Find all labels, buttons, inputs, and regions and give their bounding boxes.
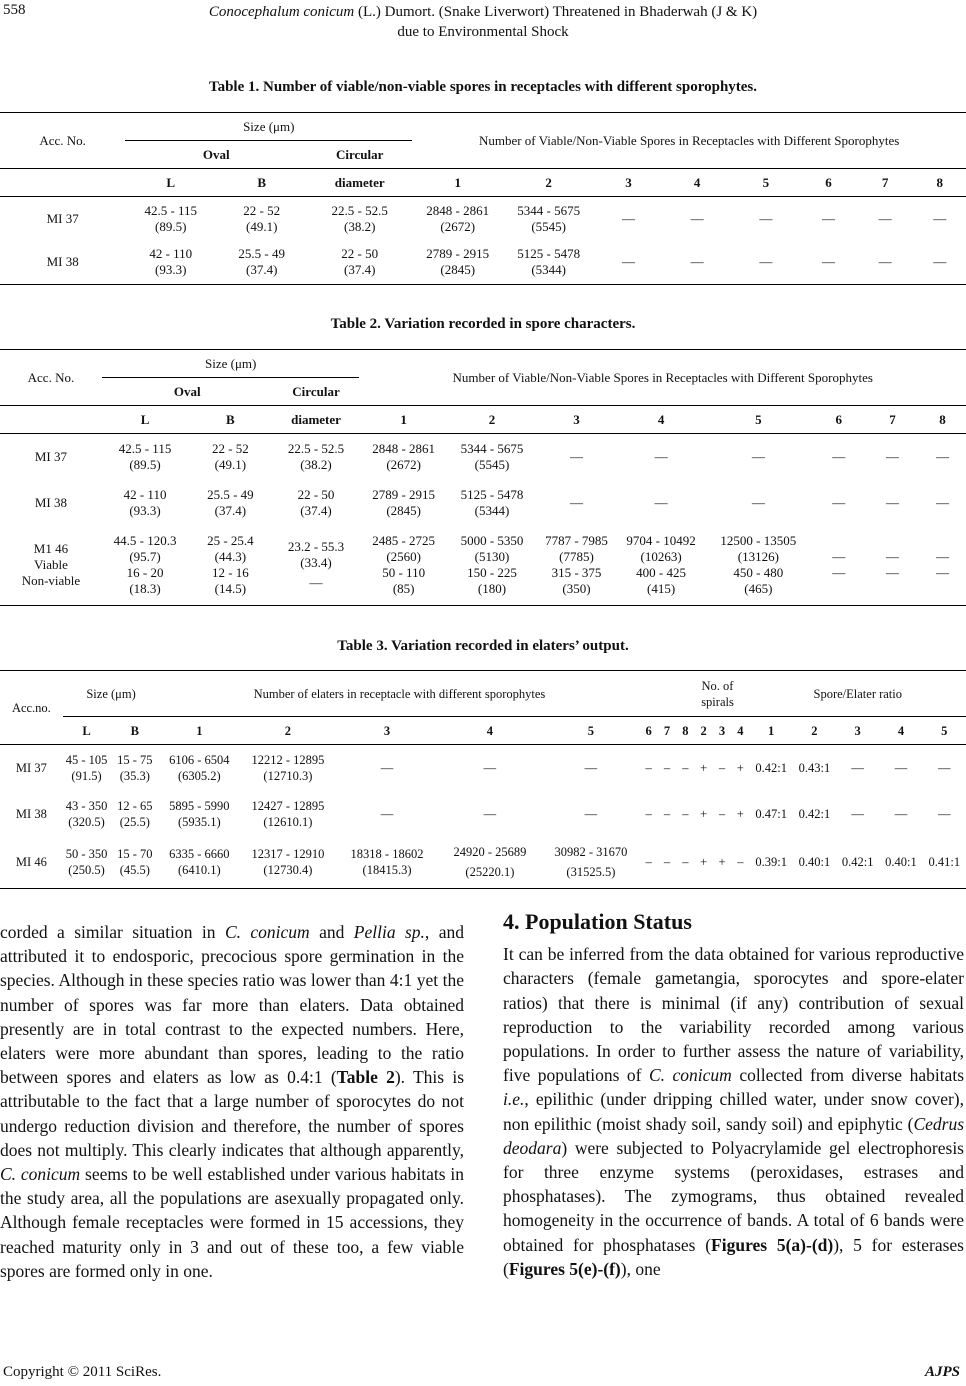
cell: — xyxy=(832,448,846,464)
cell: 2789 - 2915 (2845) xyxy=(372,486,436,518)
cell: 25.5 - 49 (37.4) xyxy=(207,486,254,518)
sporophyte-header: 3 xyxy=(573,411,580,427)
copyright-notice: Copyright © 2011 SciRes. xyxy=(3,1364,162,1380)
sporophyte-header: 5 xyxy=(755,411,762,427)
cell: – xyxy=(737,855,744,870)
cell: – xyxy=(682,806,689,821)
cell: 0.40:1 xyxy=(885,855,917,870)
elater-col-header: 5 xyxy=(587,723,595,738)
cell: 25.5 - 49 (37.4) xyxy=(238,246,285,278)
table1 xyxy=(0,112,966,285)
acc-no-header: Acc. No. xyxy=(39,132,86,148)
acc-cell: MI 37 xyxy=(34,448,67,464)
cell: 42.5 - 115 (89.5) xyxy=(118,440,172,472)
circular-header: Circular xyxy=(292,383,340,399)
cell: — xyxy=(886,494,899,510)
number-group-header: Number of Viable/Non-Viable Spores in Receptacles with Different Sporophytes xyxy=(452,369,873,385)
cell: — xyxy=(832,494,846,510)
sporophyte-header: 5 xyxy=(762,174,770,190)
sporophyte-header: 7 xyxy=(889,411,896,427)
sporophyte-header: 2 xyxy=(488,411,496,427)
cell: 6335 - 6660 (6410.1) xyxy=(169,847,230,878)
table-row xyxy=(0,434,966,480)
cell: 5125 - 5478 (5344) xyxy=(460,486,524,518)
cell: — — xyxy=(935,549,949,581)
sporophyte-header: 6 xyxy=(825,174,832,190)
cell: + xyxy=(700,760,708,775)
table-row xyxy=(0,526,966,606)
cell: – xyxy=(718,806,726,821)
cell: — xyxy=(933,254,947,270)
right-column xyxy=(503,910,964,1281)
table3 xyxy=(0,670,966,889)
sporophyte-header: 4 xyxy=(693,174,701,190)
cell: 24920 - 25689 (25220.1) xyxy=(453,845,527,880)
sporophyte-header: 1 xyxy=(400,411,407,427)
ratio-col-header: 4 xyxy=(897,723,905,738)
cell: — xyxy=(878,210,892,226)
acc-no-header: Acc.no. xyxy=(11,700,51,715)
cell: — xyxy=(938,760,951,775)
page-number: 558 xyxy=(3,2,26,18)
sporophyte-header: 6 xyxy=(835,411,842,427)
cell: 0.42:1 xyxy=(755,760,787,775)
cell: 44.5 - 120.3 (95.7) 16 - 20 (18.3) xyxy=(113,533,177,597)
cell: — xyxy=(935,494,949,510)
cell: — xyxy=(569,448,583,464)
cell: — xyxy=(935,448,949,464)
cell: 22 - 52 (49.1) xyxy=(243,202,281,234)
cell: + xyxy=(718,855,726,870)
cell: 2789 - 2915 (2845) xyxy=(426,246,490,278)
cell: 5344 - 5675 (5545) xyxy=(517,202,581,234)
table-row xyxy=(0,745,966,791)
elater-col-header: 6 xyxy=(645,723,652,738)
section-heading: 4. Population Status xyxy=(503,909,692,934)
oval-header: Oval xyxy=(202,146,230,162)
cell: — xyxy=(584,806,598,821)
elater-col-header: 8 xyxy=(682,723,689,738)
cell: — xyxy=(751,494,765,510)
spirals-header: No. of spirals xyxy=(640,671,750,717)
cell: — xyxy=(621,254,635,270)
sporophyte-header: 8 xyxy=(936,174,943,190)
left-column-paragraph: corded a similar situation in C. conicum and Pellia sp., and attributed it to endosporic, precocious spore germination in the species. Although in these species ratio was lower than 4:1 yet the number of spores was far more than elaters. Data obtained presently are in total contrast to the expected numbers. Here, elaters were more abundant than spores, leading to the ratio between spores and elaters as low as 0.4:1 (Table 2). This is attributable to the fact that a large number of sporocytes do not undergo reduction division and therefore, the number of spores does not multiply. This clearly indicates that although apparently, C. conicum seems to be well established under various habitats in the study area, all the populations are asexually propagated only. Although female receptacles were formed in 15 accessions, they reached maturity only in 3 and out of these too, a few viable spores are formed only in one. xyxy=(0,922,465,1281)
acc-cell: MI 37 xyxy=(15,760,47,775)
cell: 2848 - 2861 (2672) xyxy=(426,202,490,234)
journal-name: AJPS xyxy=(924,1364,960,1380)
cell: — xyxy=(621,210,635,226)
cell: + xyxy=(700,806,708,821)
cell: — xyxy=(584,760,598,775)
ratio-header: Spore/Elater ratio xyxy=(750,671,966,717)
cell: — xyxy=(483,806,497,821)
cell: 22.5 - 52.5 (38.2) xyxy=(287,440,345,472)
b-header: B xyxy=(257,174,267,190)
table-row xyxy=(0,197,966,241)
table3-caption: Table 3. Variation recorded in elaters’ output. xyxy=(337,638,629,654)
cell: 12500 - 13505 (13126) 450 - 480 (465) xyxy=(720,533,797,597)
cell: — xyxy=(878,254,892,270)
cell: + xyxy=(736,760,744,775)
cell: 0.42:1 xyxy=(841,855,874,870)
size-header: Size (μm) xyxy=(102,350,360,378)
cell: — xyxy=(751,448,765,464)
cell: 12212 - 12895 (12710.3) xyxy=(251,752,325,783)
acc-cell: MI 46 xyxy=(15,855,47,870)
table-row xyxy=(0,241,966,285)
elater-col-header: 4 xyxy=(486,723,494,738)
cell: 0.40:1 xyxy=(798,855,831,870)
cell: 0.41:1 xyxy=(928,855,961,870)
running-title-rest: (L.) Dumort. (Snake Liverwort) Threatened in Bhaderwah (J & K) xyxy=(354,4,758,20)
cell: 0.47:1 xyxy=(755,806,787,821)
cell: 22 - 50 (37.4) xyxy=(341,246,379,278)
cell: 5125 - 5478 (5344) xyxy=(517,246,581,278)
acc-cell: MI 38 xyxy=(46,254,79,270)
running-title-line2: due to Environmental Shock xyxy=(397,24,569,40)
spiral-col-header: 4 xyxy=(737,723,744,738)
b-header: B xyxy=(226,411,235,427)
running-title-species: Conocephalum conicum xyxy=(208,4,355,20)
cell: 22 - 50 (37.4) xyxy=(297,486,335,518)
acc-cell: MI 38 xyxy=(34,494,67,510)
cell: + xyxy=(700,855,708,870)
sporophyte-header: 7 xyxy=(881,174,889,190)
cell: — xyxy=(654,494,668,510)
cell: — xyxy=(851,760,864,775)
cell: — xyxy=(759,210,773,226)
elater-col-header: 3 xyxy=(383,723,391,738)
cell: — xyxy=(822,254,836,270)
cell: — xyxy=(483,760,497,775)
b-header: B xyxy=(130,723,139,738)
table-row xyxy=(0,837,966,889)
cell: 45 - 105 (91.5) xyxy=(65,752,108,783)
spiral-col-header: 2 xyxy=(700,723,707,738)
table-row xyxy=(0,791,966,837)
cell: 30982 - 31670 (31525.5) xyxy=(554,845,628,880)
cell: 18318 - 18602 (18415.3) xyxy=(350,847,424,878)
table1-caption: Table 1. Number of viable/non-viable spores in receptacles with different sporophytes. xyxy=(208,79,758,95)
cell: – xyxy=(663,760,671,775)
table-row xyxy=(0,480,966,526)
cell: 5344 - 5675 (5545) xyxy=(460,440,524,472)
cell: – xyxy=(645,855,652,870)
elater-col-header: 2 xyxy=(284,723,292,738)
cell: 42 - 110 (93.3) xyxy=(149,246,193,278)
sporophyte-header: 1 xyxy=(454,174,461,190)
table2 xyxy=(0,349,966,606)
cell: 5895 - 5990 (5935.1) xyxy=(169,798,230,829)
l-header: L xyxy=(140,411,150,427)
cell: — xyxy=(569,494,583,510)
ratio-col-header: 1 xyxy=(768,723,775,738)
cell: — xyxy=(894,806,908,821)
number-group-header: Number of elaters in receptacle with different sporophytes xyxy=(159,671,639,717)
cell: 0.42:1 xyxy=(798,806,831,821)
cell: – xyxy=(682,855,689,870)
elater-col-header: 7 xyxy=(663,723,671,738)
cell: + xyxy=(736,806,744,821)
ratio-col-header: 2 xyxy=(811,723,818,738)
number-group-header: Number of Viable/Non-Viable Spores in Receptacles with Different Sporophytes xyxy=(478,132,900,148)
cell: – xyxy=(645,760,652,775)
cell: — xyxy=(822,210,836,226)
cell: — xyxy=(894,760,908,775)
circular-header: Circular xyxy=(336,146,384,162)
spiral-col-header: 3 xyxy=(718,723,726,738)
ratio-col-header: 5 xyxy=(941,723,948,738)
cell: 6106 - 6504 (6305.2) xyxy=(169,752,230,783)
cell: 42.5 - 115 (89.5) xyxy=(144,202,198,234)
sporophyte-header: 2 xyxy=(545,174,552,190)
sporophyte-header: 8 xyxy=(939,411,946,427)
cell: 15 - 70 (45.5) xyxy=(117,847,153,878)
cell: — xyxy=(654,448,668,464)
cell: – xyxy=(645,806,652,821)
diameter-header: diameter xyxy=(291,411,341,427)
cell: — — xyxy=(832,549,846,581)
size-header: Size (μm) xyxy=(125,113,412,141)
sporophyte-header: 4 xyxy=(657,411,665,427)
cell: 22.5 - 52.5 (38.2) xyxy=(331,202,388,234)
oval-header: Oval xyxy=(173,383,201,399)
cell: — xyxy=(938,806,951,821)
sporophyte-header: 3 xyxy=(625,174,632,190)
running-title xyxy=(0,2,966,42)
cell: 0.43:1 xyxy=(798,760,831,775)
cell: — xyxy=(851,806,864,821)
cell: 15 - 75 (35.3) xyxy=(117,752,153,783)
cell: 50 - 350 (250.5) xyxy=(65,847,108,878)
cell: — — xyxy=(886,549,899,581)
cell: 12 - 65 (25.5) xyxy=(117,798,153,829)
cell: 42 - 110 (93.3) xyxy=(123,486,167,518)
size-header: Size (μm) xyxy=(63,671,160,717)
cell: 2485 - 2725 (2560) 50 - 110 (85) xyxy=(372,533,436,597)
cell: — xyxy=(380,760,394,775)
ratio-col-header: 3 xyxy=(854,723,861,738)
acc-cell: MI 38 xyxy=(15,806,47,821)
cell: 43 - 350 (320.5) xyxy=(65,798,108,829)
cell: 12317 - 12910 (12730.4) xyxy=(251,847,325,878)
cell: 2848 - 2861 (2672) xyxy=(372,440,436,472)
cell: – xyxy=(682,760,689,775)
cell: 7787 - 7985 (7785) 315 - 375 (350) xyxy=(545,533,608,597)
cell: — xyxy=(380,806,394,821)
cell: – xyxy=(663,806,671,821)
right-column-paragraph: It can be inferred from the data obtained for various reproductive characters (female gametangia, sporocytes and spore-elater ratios) that there is minimal (if any) contribution of sexual reproduction to the variability recorded among various populations. In order to further assess the nature of variability, five populations of C. conicum collected from diverse habitats i.e., epilithic (under dripping chilled water, under snow cover), non epilithic (moist shady soil, sandy soil) and epiphytic (Cedrus deodara) were subjected to Polyacrylamide gel electrophoresis for three enzyme systems (peroxidases, estrases and phosphatases). The zymograms, thus obtained revealed homogeneity in the occurrence of bands. A total of 6 bands were obtained for phosphatases (Figures 5(a)-(d)), 5 for esterases (Figures 5(e)-(f)), one xyxy=(503,944,964,1279)
cell: — xyxy=(933,210,947,226)
cell: — xyxy=(886,448,899,464)
acc-cell: MI 37 xyxy=(46,210,79,226)
cell: — xyxy=(690,254,704,270)
cell: 12427 - 12895 (12610.1) xyxy=(251,798,325,829)
acc-no-header: Acc. No. xyxy=(27,369,75,385)
cell: 25 - 25.4 (44.3) 12 - 16 (14.5) xyxy=(207,533,254,597)
table2-caption: Table 2. Variation recorded in spore characters. xyxy=(330,316,636,332)
cell: 0.39:1 xyxy=(755,855,787,870)
cell: – xyxy=(718,760,726,775)
cell: – xyxy=(663,855,671,870)
cell: 9704 - 10492 (10263) 400 - 425 (415) xyxy=(626,533,696,597)
cell: 22 - 52 (49.1) xyxy=(211,440,249,472)
acc-cell: M1 46 Viable Non-viable xyxy=(21,541,81,589)
cell: — xyxy=(759,254,773,270)
diameter-header: diameter xyxy=(334,174,385,190)
l-header: L xyxy=(166,174,176,190)
cell: — xyxy=(690,210,704,226)
cell: 23.2 - 55.3 (33.4) — xyxy=(287,539,345,591)
elater-col-header: 1 xyxy=(196,723,203,738)
l-header: L xyxy=(82,723,91,738)
cell: 5000 - 5350 (5130) 150 - 225 (180) xyxy=(460,533,524,597)
